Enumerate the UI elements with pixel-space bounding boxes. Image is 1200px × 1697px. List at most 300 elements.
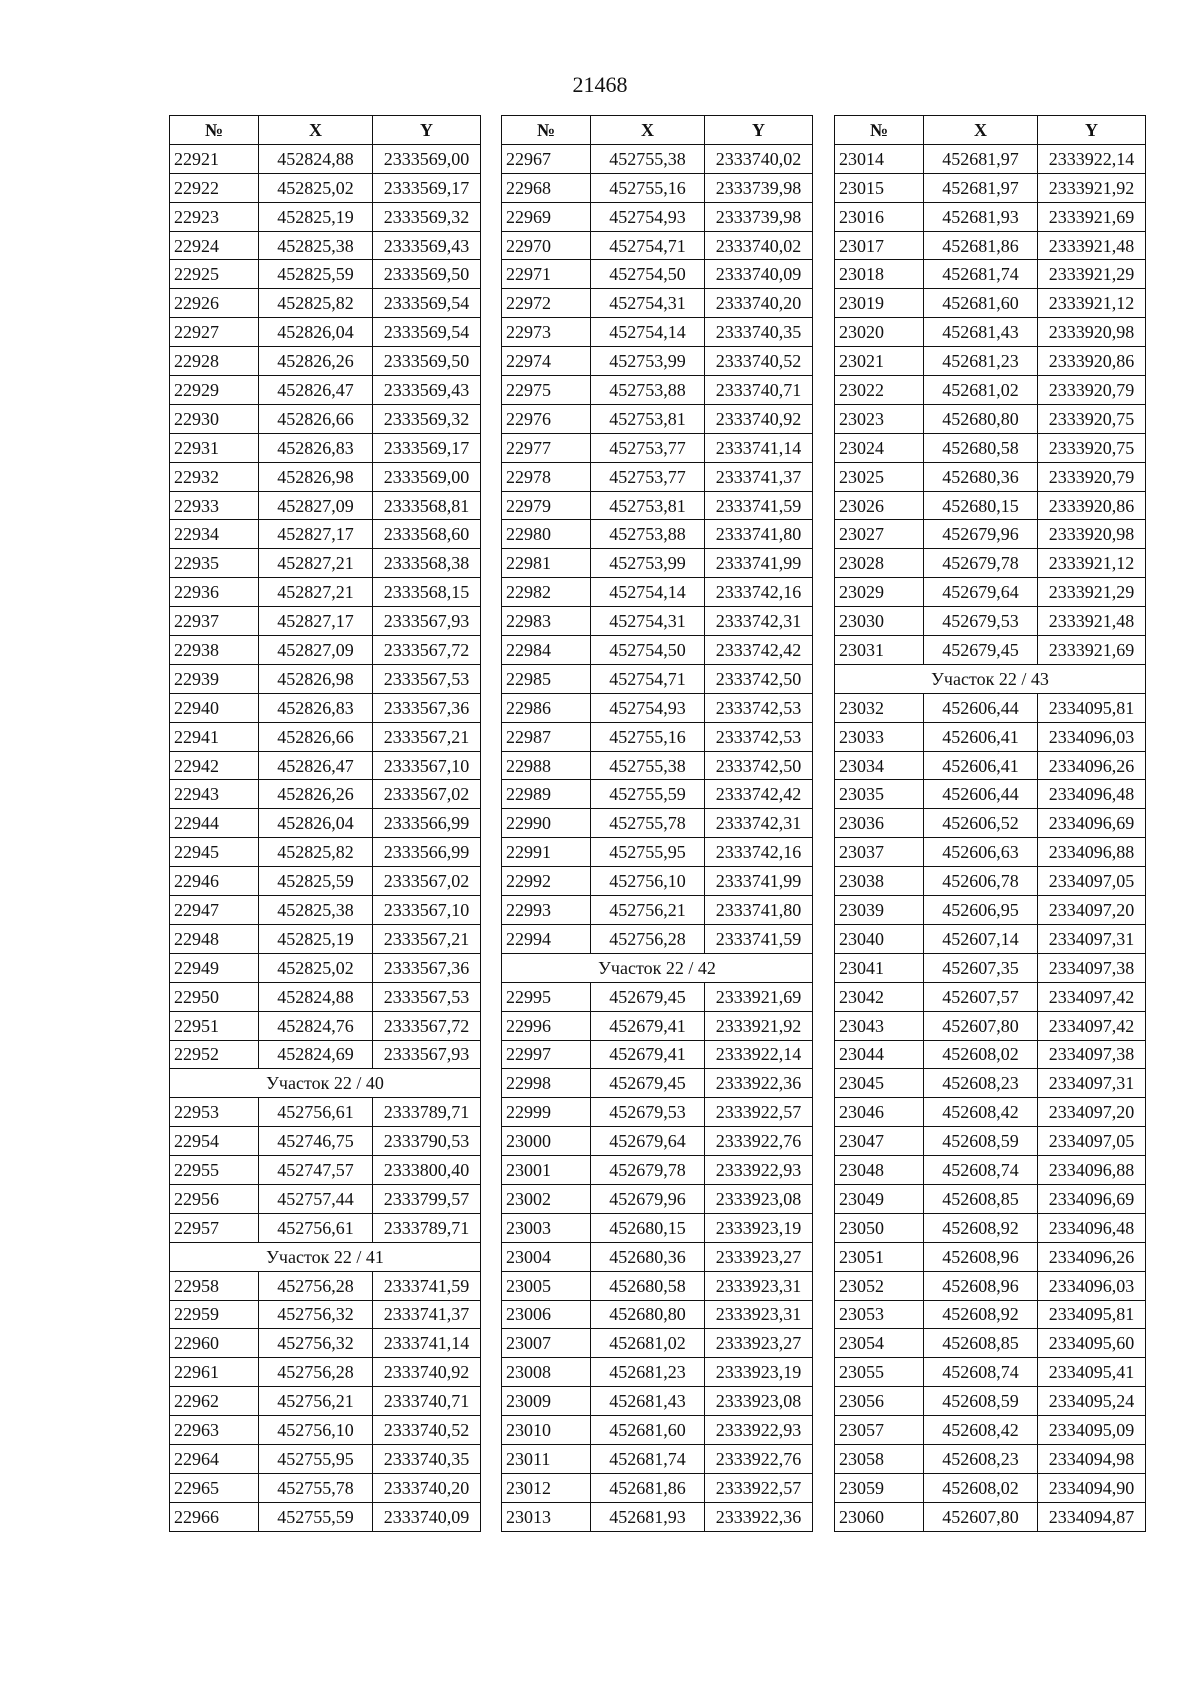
coord-x: 452679,45 — [924, 636, 1038, 665]
point-number: 22957 — [170, 1213, 259, 1242]
point-number: 23044 — [835, 1040, 924, 1069]
point-number: 22978 — [502, 462, 591, 491]
header-row — [835, 116, 1146, 145]
coord-x: 452826,83 — [259, 433, 373, 462]
coord-x: 452754,71 — [591, 231, 705, 260]
coord-x: 452756,32 — [259, 1329, 373, 1358]
table-row — [835, 1444, 1146, 1473]
table-row — [502, 1213, 813, 1242]
table-row — [502, 376, 813, 405]
coord-x: 452680,58 — [591, 1271, 705, 1300]
table-row — [502, 549, 813, 578]
coordinates-table-3 — [834, 115, 1146, 1532]
coord-x: 452755,59 — [591, 780, 705, 809]
coord-y: 2333922,14 — [705, 1040, 813, 1069]
point-number: 23007 — [502, 1329, 591, 1358]
coord-y: 2333741,80 — [705, 520, 813, 549]
coord-x: 452679,53 — [924, 607, 1038, 636]
coord-y: 2333742,16 — [705, 578, 813, 607]
coord-y: 2333569,32 — [373, 202, 481, 231]
coord-y: 2334096,48 — [1038, 780, 1146, 809]
table-row — [170, 1098, 481, 1127]
coord-y: 2333567,21 — [373, 924, 481, 953]
point-number: 23049 — [835, 1184, 924, 1213]
coord-x: 452681,43 — [924, 318, 1038, 347]
table-row — [502, 607, 813, 636]
table-row — [502, 1127, 813, 1156]
coord-y: 2333568,38 — [373, 549, 481, 578]
coord-x: 452755,16 — [591, 722, 705, 751]
table-row — [835, 1300, 1146, 1329]
coord-y: 2334095,41 — [1038, 1358, 1146, 1387]
table-row — [835, 636, 1146, 665]
point-number: 23048 — [835, 1156, 924, 1185]
coord-y: 2333921,12 — [1038, 549, 1146, 578]
coord-x: 452681,86 — [924, 231, 1038, 260]
point-number: 22936 — [170, 578, 259, 607]
coord-x: 452824,69 — [259, 1040, 373, 1069]
point-number: 23054 — [835, 1329, 924, 1358]
table-row — [170, 636, 481, 665]
point-number: 23031 — [835, 636, 924, 665]
coord-x: 452827,09 — [259, 636, 373, 665]
coord-y: 2333800,40 — [373, 1156, 481, 1185]
point-number: 23003 — [502, 1213, 591, 1242]
table-row — [835, 896, 1146, 925]
coord-y: 2333739,98 — [705, 202, 813, 231]
coord-y: 2333923,27 — [705, 1242, 813, 1271]
point-number: 22945 — [170, 838, 259, 867]
table-row — [170, 1416, 481, 1445]
table-row — [835, 462, 1146, 491]
coord-x: 452608,02 — [924, 1040, 1038, 1069]
point-number: 22931 — [170, 433, 259, 462]
table-row — [170, 491, 481, 520]
table-row — [835, 231, 1146, 260]
section-title: Участок 22 / 43 — [835, 664, 1146, 693]
coord-y: 2334096,69 — [1038, 809, 1146, 838]
coord-x: 452608,23 — [924, 1069, 1038, 1098]
point-number: 22933 — [170, 491, 259, 520]
coord-y: 2333741,59 — [705, 491, 813, 520]
point-number: 23022 — [835, 376, 924, 405]
table-row — [835, 607, 1146, 636]
coord-y: 2333921,92 — [1038, 173, 1146, 202]
table-row — [170, 867, 481, 896]
point-number: 23037 — [835, 838, 924, 867]
coord-x: 452826,04 — [259, 318, 373, 347]
table-row — [502, 1040, 813, 1069]
coord-x: 452756,32 — [259, 1300, 373, 1329]
point-number: 23021 — [835, 347, 924, 376]
point-number: 22928 — [170, 347, 259, 376]
coordinates-table-2 — [501, 115, 813, 1532]
point-number: 22974 — [502, 347, 591, 376]
coord-y: 2333567,02 — [373, 867, 481, 896]
coord-y: 2333567,72 — [373, 1011, 481, 1040]
table-row — [502, 260, 813, 289]
point-number: 22990 — [502, 809, 591, 838]
coord-x: 452608,92 — [924, 1213, 1038, 1242]
coord-x: 452608,96 — [924, 1271, 1038, 1300]
table-row — [170, 1011, 481, 1040]
table-row — [502, 289, 813, 318]
coord-x: 452679,45 — [591, 982, 705, 1011]
point-number: 22960 — [170, 1329, 259, 1358]
table-row — [502, 896, 813, 925]
table-row — [170, 982, 481, 1011]
table-row — [502, 347, 813, 376]
table-row — [502, 462, 813, 491]
coord-y: 2333741,80 — [705, 896, 813, 925]
coord-x: 452755,78 — [591, 809, 705, 838]
table-row — [502, 520, 813, 549]
table-row — [835, 1242, 1146, 1271]
table-row — [502, 144, 813, 173]
point-number: 23013 — [502, 1502, 591, 1531]
point-number: 22972 — [502, 289, 591, 318]
coord-y: 2333920,86 — [1038, 491, 1146, 520]
coord-y: 2333741,14 — [373, 1329, 481, 1358]
coord-y: 2333922,76 — [705, 1127, 813, 1156]
coord-x: 452826,26 — [259, 780, 373, 809]
point-number: 22926 — [170, 289, 259, 318]
table-row — [170, 607, 481, 636]
table-row — [170, 1502, 481, 1531]
point-number: 22934 — [170, 520, 259, 549]
table-row — [502, 809, 813, 838]
point-number: 23033 — [835, 722, 924, 751]
coord-x: 452681,60 — [924, 289, 1038, 318]
point-number: 22987 — [502, 722, 591, 751]
coord-x: 452753,81 — [591, 404, 705, 433]
coord-x: 452753,99 — [591, 549, 705, 578]
point-number: 22981 — [502, 549, 591, 578]
coord-y: 2334097,05 — [1038, 867, 1146, 896]
point-number: 22985 — [502, 664, 591, 693]
coord-y: 2333742,53 — [705, 722, 813, 751]
coord-y: 2334097,31 — [1038, 1069, 1146, 1098]
coord-x: 452753,81 — [591, 491, 705, 520]
section-title: Участок 22 / 40 — [170, 1069, 481, 1098]
table-row — [835, 1098, 1146, 1127]
table-row — [170, 289, 481, 318]
coord-y: 2333920,75 — [1038, 433, 1146, 462]
coord-y: 2334094,90 — [1038, 1473, 1146, 1502]
table-row — [502, 1011, 813, 1040]
point-number: 22924 — [170, 231, 259, 260]
coord-y: 2333568,15 — [373, 578, 481, 607]
table-row — [170, 202, 481, 231]
coord-y: 2334095,81 — [1038, 1300, 1146, 1329]
table-row — [835, 578, 1146, 607]
coord-x: 452608,85 — [924, 1329, 1038, 1358]
coord-y: 2334097,20 — [1038, 896, 1146, 925]
point-number: 22996 — [502, 1011, 591, 1040]
table-row — [502, 1300, 813, 1329]
table-row — [170, 1213, 481, 1242]
table-row — [502, 1329, 813, 1358]
table-row — [502, 751, 813, 780]
coord-y: 2333922,57 — [705, 1098, 813, 1127]
coord-x: 452606,52 — [924, 809, 1038, 838]
point-number: 23002 — [502, 1184, 591, 1213]
page-number: 21468 — [572, 72, 628, 97]
coord-x: 452679,45 — [591, 1069, 705, 1098]
coord-x: 452826,66 — [259, 404, 373, 433]
table-row — [170, 260, 481, 289]
table-row — [170, 520, 481, 549]
table-row — [835, 1271, 1146, 1300]
point-number: 23019 — [835, 289, 924, 318]
coord-x: 452827,17 — [259, 607, 373, 636]
coord-y: 2333740,20 — [705, 289, 813, 318]
coord-x: 452755,95 — [591, 838, 705, 867]
table-row — [835, 1184, 1146, 1213]
coord-x: 452747,57 — [259, 1156, 373, 1185]
coord-x: 452681,02 — [591, 1329, 705, 1358]
coord-x: 452680,80 — [591, 1300, 705, 1329]
point-number: 23034 — [835, 751, 924, 780]
point-number: 23028 — [835, 549, 924, 578]
coord-y: 2333569,50 — [373, 260, 481, 289]
coord-y: 2333569,00 — [373, 462, 481, 491]
coord-x: 452756,21 — [259, 1387, 373, 1416]
point-number: 23052 — [835, 1271, 924, 1300]
coord-x: 452607,35 — [924, 953, 1038, 982]
coord-y: 2333740,09 — [373, 1502, 481, 1531]
table-row — [835, 1213, 1146, 1242]
coord-x: 452679,96 — [924, 520, 1038, 549]
coord-y: 2333567,02 — [373, 780, 481, 809]
coord-x: 452826,98 — [259, 462, 373, 491]
coord-x: 452681,74 — [924, 260, 1038, 289]
coord-x: 452681,60 — [591, 1416, 705, 1445]
point-number: 23025 — [835, 462, 924, 491]
coord-y: 2333741,99 — [705, 549, 813, 578]
coord-y: 2333740,92 — [705, 404, 813, 433]
coord-x: 452753,77 — [591, 462, 705, 491]
section-row — [170, 1069, 481, 1098]
coord-x: 452825,82 — [259, 838, 373, 867]
table-row — [835, 1069, 1146, 1098]
coord-x: 452755,78 — [259, 1473, 373, 1502]
coord-x: 452755,16 — [591, 173, 705, 202]
coord-x: 452607,80 — [924, 1011, 1038, 1040]
point-number: 23040 — [835, 924, 924, 953]
coord-x: 452826,66 — [259, 722, 373, 751]
table-row — [170, 1473, 481, 1502]
header-number: № — [835, 116, 924, 145]
point-number: 22946 — [170, 867, 259, 896]
coord-y: 2334097,42 — [1038, 982, 1146, 1011]
coord-x: 452681,86 — [591, 1473, 705, 1502]
coord-x: 452608,23 — [924, 1444, 1038, 1473]
table-row — [835, 404, 1146, 433]
table-row — [835, 1358, 1146, 1387]
coord-x: 452825,02 — [259, 953, 373, 982]
coord-x: 452680,15 — [591, 1213, 705, 1242]
point-number: 22929 — [170, 376, 259, 405]
point-number: 22953 — [170, 1098, 259, 1127]
coord-y: 2333922,76 — [705, 1444, 813, 1473]
point-number: 22956 — [170, 1184, 259, 1213]
coord-x: 452824,76 — [259, 1011, 373, 1040]
point-number: 23053 — [835, 1300, 924, 1329]
coord-y: 2333740,92 — [373, 1358, 481, 1387]
coord-x: 452825,19 — [259, 202, 373, 231]
point-number: 22922 — [170, 173, 259, 202]
table-row — [835, 1127, 1146, 1156]
point-number: 23041 — [835, 953, 924, 982]
coord-y: 2334097,20 — [1038, 1098, 1146, 1127]
table-row — [835, 953, 1146, 982]
point-number: 23059 — [835, 1473, 924, 1502]
point-number: 22966 — [170, 1502, 259, 1531]
point-number: 22968 — [502, 173, 591, 202]
point-number: 22954 — [170, 1127, 259, 1156]
point-number: 23015 — [835, 173, 924, 202]
coord-y: 2333569,43 — [373, 231, 481, 260]
table-row — [170, 1156, 481, 1185]
coord-y: 2333740,71 — [373, 1387, 481, 1416]
coord-x: 452608,42 — [924, 1416, 1038, 1445]
coord-y: 2333922,36 — [705, 1069, 813, 1098]
table-row — [170, 433, 481, 462]
table-row — [502, 1358, 813, 1387]
coord-x: 452827,17 — [259, 520, 373, 549]
header-number: № — [170, 116, 259, 145]
coord-y: 2333569,43 — [373, 376, 481, 405]
coord-y: 2333742,31 — [705, 607, 813, 636]
coord-y: 2334095,60 — [1038, 1329, 1146, 1358]
point-number: 23006 — [502, 1300, 591, 1329]
coord-x: 452827,21 — [259, 578, 373, 607]
coord-x: 452608,74 — [924, 1358, 1038, 1387]
table-row — [170, 173, 481, 202]
table-row — [170, 1444, 481, 1473]
coord-x: 452827,21 — [259, 549, 373, 578]
coord-x: 452756,10 — [591, 867, 705, 896]
point-number: 23016 — [835, 202, 924, 231]
table-row — [170, 318, 481, 347]
table-row — [835, 1502, 1146, 1531]
coord-x: 452681,97 — [924, 144, 1038, 173]
coord-y: 2333569,17 — [373, 173, 481, 202]
table-row — [170, 1300, 481, 1329]
coord-y: 2333790,53 — [373, 1127, 481, 1156]
header-y: Y — [705, 116, 813, 145]
coord-x: 452606,41 — [924, 751, 1038, 780]
coord-y: 2334096,48 — [1038, 1213, 1146, 1242]
coord-x: 452681,93 — [591, 1502, 705, 1531]
coord-x: 452756,10 — [259, 1416, 373, 1445]
point-number: 22999 — [502, 1098, 591, 1127]
coord-y: 2334095,81 — [1038, 693, 1146, 722]
coord-y: 2333741,37 — [373, 1300, 481, 1329]
coord-y: 2334097,05 — [1038, 1127, 1146, 1156]
coord-x: 452825,59 — [259, 867, 373, 896]
table-row — [502, 433, 813, 462]
coord-y: 2334097,38 — [1038, 953, 1146, 982]
coord-y: 2333923,31 — [705, 1271, 813, 1300]
table-row — [835, 1040, 1146, 1069]
point-number: 23035 — [835, 780, 924, 809]
coord-y: 2333922,93 — [705, 1156, 813, 1185]
coord-x: 452606,44 — [924, 693, 1038, 722]
coord-y: 2333921,48 — [1038, 607, 1146, 636]
coord-x: 452681,93 — [924, 202, 1038, 231]
coord-y: 2333923,27 — [705, 1329, 813, 1358]
coord-x: 452754,31 — [591, 607, 705, 636]
coord-y: 2333740,20 — [373, 1473, 481, 1502]
table-row — [170, 664, 481, 693]
coord-y: 2333921,48 — [1038, 231, 1146, 260]
coord-x: 452679,41 — [591, 1040, 705, 1069]
coord-y: 2333923,08 — [705, 1387, 813, 1416]
table-row — [502, 202, 813, 231]
coord-x: 452754,14 — [591, 578, 705, 607]
point-number: 23009 — [502, 1387, 591, 1416]
table-row — [835, 549, 1146, 578]
table-row — [835, 260, 1146, 289]
point-number: 23051 — [835, 1242, 924, 1271]
table-row — [835, 722, 1146, 751]
point-number: 22995 — [502, 982, 591, 1011]
section-title: Участок 22 / 41 — [170, 1242, 481, 1271]
coord-x: 452679,53 — [591, 1098, 705, 1127]
coord-y: 2333789,71 — [373, 1098, 481, 1127]
coord-y: 2333567,10 — [373, 751, 481, 780]
coord-x: 452679,78 — [591, 1156, 705, 1185]
point-number: 23039 — [835, 896, 924, 925]
table-row — [502, 1156, 813, 1185]
coord-x: 452826,47 — [259, 376, 373, 405]
coord-x: 452754,93 — [591, 693, 705, 722]
table-row — [502, 838, 813, 867]
table-row — [835, 376, 1146, 405]
coord-x: 452608,74 — [924, 1156, 1038, 1185]
table-row — [502, 1444, 813, 1473]
table-row — [170, 578, 481, 607]
coord-x: 452608,02 — [924, 1473, 1038, 1502]
coord-y: 2334097,38 — [1038, 1040, 1146, 1069]
point-number: 22997 — [502, 1040, 591, 1069]
coord-y: 2333923,31 — [705, 1300, 813, 1329]
table-row — [502, 1271, 813, 1300]
coord-x: 452679,78 — [924, 549, 1038, 578]
coord-x: 452681,23 — [591, 1358, 705, 1387]
point-number: 23056 — [835, 1387, 924, 1416]
coord-x: 452753,99 — [591, 347, 705, 376]
point-number: 22921 — [170, 144, 259, 173]
table-row — [502, 404, 813, 433]
table-header — [502, 116, 813, 145]
coord-y: 2333567,72 — [373, 636, 481, 665]
coord-x: 452679,96 — [591, 1184, 705, 1213]
point-number: 22923 — [170, 202, 259, 231]
coord-x: 452606,95 — [924, 896, 1038, 925]
table-row — [170, 144, 481, 173]
table-row — [170, 1358, 481, 1387]
table-body — [170, 144, 481, 1531]
point-number: 23017 — [835, 231, 924, 260]
table-row — [835, 1473, 1146, 1502]
table-row — [835, 1156, 1146, 1185]
coord-y: 2333923,19 — [705, 1358, 813, 1387]
point-number: 22942 — [170, 751, 259, 780]
table-row — [502, 1069, 813, 1098]
